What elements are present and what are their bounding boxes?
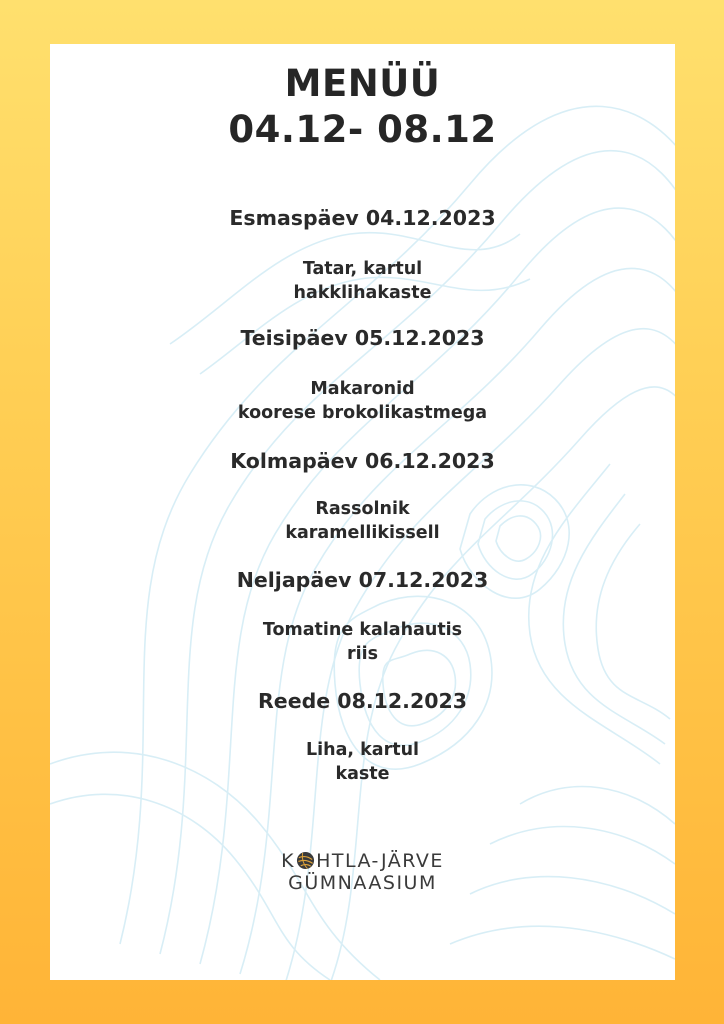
day-heading-wednesday: Kolmapäev 06.12.2023 bbox=[230, 449, 495, 473]
dish-line: Liha, kartul bbox=[305, 740, 420, 760]
dish-friday bbox=[50, 738, 675, 786]
dish-monday bbox=[50, 257, 675, 305]
logo-rest-of-town: HTLA-JÄRVE bbox=[316, 850, 444, 872]
dish-line: karamellikissell bbox=[285, 523, 440, 543]
school-logo bbox=[50, 850, 675, 894]
dish-line: koorese brokolikastmega bbox=[237, 403, 488, 423]
dish-line: hakklihakaste bbox=[293, 283, 432, 303]
dish-wednesday bbox=[50, 497, 675, 545]
yarn-ball-icon bbox=[296, 851, 315, 870]
dish-line: Makaronid bbox=[310, 379, 415, 399]
dish-tuesday bbox=[50, 377, 675, 425]
dish-line: Tatar, kartul bbox=[302, 259, 423, 279]
logo-line-school-town bbox=[50, 850, 675, 872]
day-heading-tuesday: Teisipäev 05.12.2023 bbox=[240, 326, 485, 350]
menu-title: MENÜÜ bbox=[284, 62, 441, 105]
day-heading-friday: Reede 08.12.2023 bbox=[258, 689, 467, 713]
menu-date-range: 04.12- 08.12 bbox=[228, 108, 497, 151]
dish-line: Rassolnik bbox=[315, 499, 410, 519]
logo-letter-k: K bbox=[281, 850, 296, 872]
day-heading-thursday: Neljapäev 07.12.2023 bbox=[236, 568, 489, 592]
menu-card bbox=[50, 44, 675, 980]
day-heading-monday: Esmaspäev 04.12.2023 bbox=[229, 206, 496, 230]
dish-thursday bbox=[50, 618, 675, 666]
dish-line: kaste bbox=[335, 764, 390, 784]
dish-line: Tomatine kalahautis bbox=[262, 620, 463, 640]
logo-line-school-type: GÜMNAASIUM bbox=[288, 872, 437, 894]
dish-line: riis bbox=[346, 644, 379, 664]
